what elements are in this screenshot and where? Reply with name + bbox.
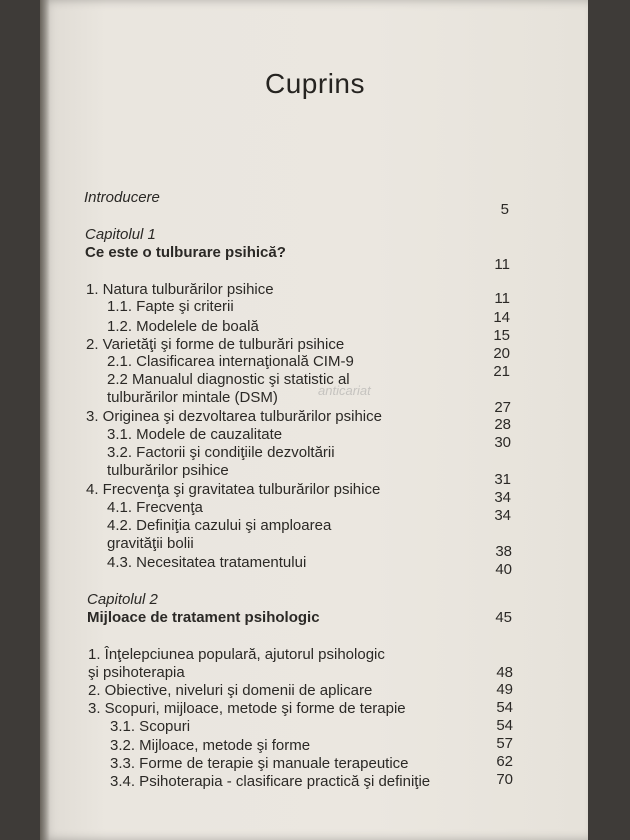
toc-page-number: 31 (494, 471, 511, 488)
toc-entry: 2. Obiective, niveluri şi domenii de aplicare (88, 682, 373, 699)
toc-page-number: 70 (496, 771, 513, 788)
toc-page-number: 40 (495, 561, 512, 578)
chapter-title: Mijloace de tratament psihologic (87, 609, 320, 626)
chapter-label: Capitolul 1 (85, 226, 156, 243)
toc-entry: 3. Scopuri, mijloace, metode şi forme de terapie (88, 700, 406, 717)
chapter-title: Ce este o tulburare psihică? (85, 244, 286, 261)
page-spine-shadow (40, 0, 50, 840)
toc-page-number: 21 (493, 363, 510, 380)
toc-page-number: 49 (496, 681, 513, 698)
toc-page-number: 38 (495, 543, 512, 560)
toc-page-number: 54 (496, 699, 513, 716)
toc-page-number: 54 (496, 717, 513, 734)
toc-page-number: 15 (493, 327, 510, 344)
chapter-label: Capitolul 2 (87, 591, 158, 608)
toc-page-number: 45 (495, 609, 512, 626)
toc-subentry-continued: tulburărilor psihice (107, 462, 229, 479)
toc-subentry: 3.2. Mijloace, metode şi forme (110, 737, 311, 754)
toc-entry: 1. Înţelepciunea populară, ajutorul psihologic (88, 646, 385, 663)
toc-page-number: 30 (494, 434, 511, 451)
toc-page-number: 48 (496, 664, 513, 681)
toc-entry-introducere: Introducere (84, 189, 160, 206)
toc-subentry: 3.3. Forme de terapie şi manuale terapeutice (110, 755, 409, 772)
toc-page-number: 62 (496, 753, 513, 770)
toc-subentry: 3.1. Modele de cauzalitate (107, 426, 283, 443)
toc-subentry: 4.2. Definiţia cazului şi amploarea (107, 517, 332, 534)
toc-subentry: 3.4. Psihoterapia - clasificare practică şi definiţie (110, 773, 431, 790)
toc-subentry: 2.1. Clasificarea internaţională CIM-9 (107, 353, 354, 370)
toc-subentry: 1.1. Fapte şi criterii (107, 298, 234, 315)
toc-page-number: 14 (493, 309, 510, 326)
toc-page-number: 34 (494, 489, 511, 506)
toc-entry: 4. Frecvenţa şi gravitatea tulburărilor psihice (86, 481, 381, 498)
toc-subentry-continued: gravităţii bolii (107, 535, 194, 552)
toc-page-number: 20 (493, 345, 510, 362)
toc-subentry: 4.1. Frecvenţa (107, 499, 203, 516)
toc-page-number: 5 (500, 201, 509, 218)
toc-page-number: 57 (496, 735, 513, 752)
toc-subentry: 2.2 Manualul diagnostic şi statistic al (107, 371, 350, 388)
toc-entry: 1. Natura tulburărilor psihice (86, 281, 274, 298)
toc-subentry-continued: tulburărilor mintale (DSM) (107, 389, 278, 406)
toc-subentry: 3.1. Scopuri (110, 718, 191, 735)
toc-page-number: 11 (494, 290, 510, 307)
toc-entry: 3. Originea şi dezvoltarea tulburărilor psihice (86, 408, 382, 425)
toc-subentry: 4.3. Necesitatea tratamentului (107, 554, 307, 571)
toc-entry-continued: şi psihoterapia (88, 664, 185, 681)
toc-entry: 2. Varietăţi şi forme de tulburări psihice (86, 336, 345, 353)
page-title: Cuprins (265, 68, 365, 99)
watermark: anticariat (318, 383, 371, 398)
toc-page-number: 27 (494, 399, 511, 416)
toc-page-number: 28 (494, 416, 511, 433)
toc-page-number: 11 (494, 256, 510, 273)
toc-subentry: 1.2. Modelele de boală (107, 318, 259, 335)
toc-page-number: 34 (494, 507, 511, 524)
toc-subentry: 3.2. Factorii şi condiţiile dezvoltării (107, 444, 335, 461)
